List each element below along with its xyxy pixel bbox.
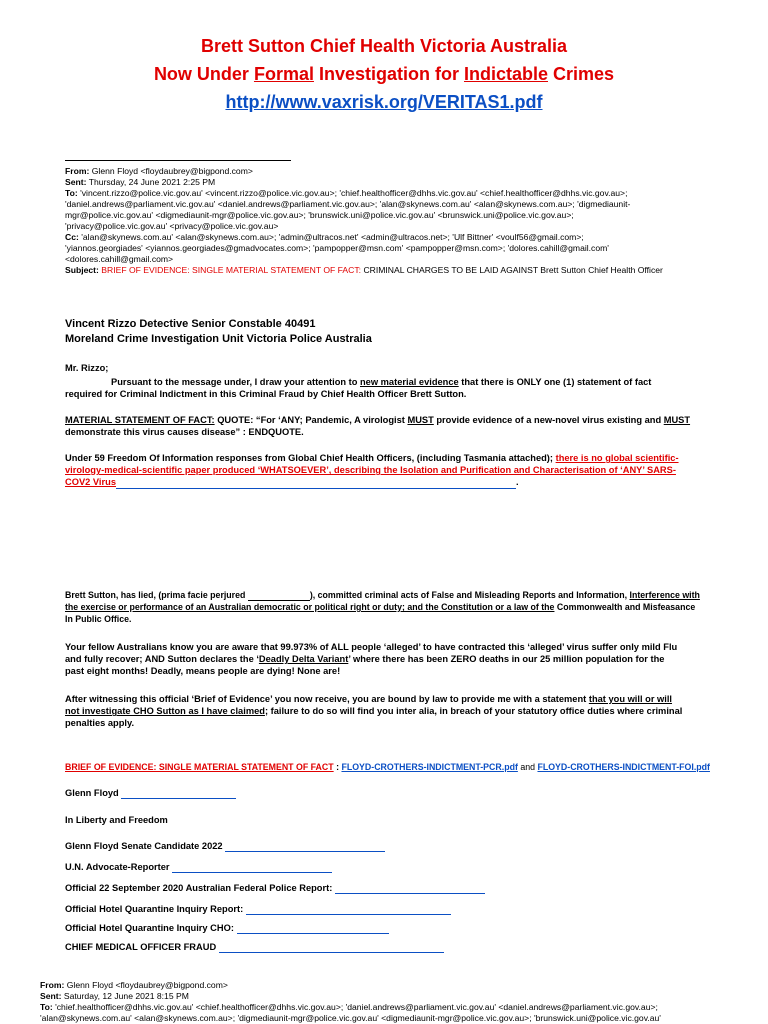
email-to-row [65,188,765,199]
blank-line [219,942,444,953]
p6-line: penalties apply. [65,718,135,729]
p5-line: past eight months! Deadly, means people are dying! None are! [65,666,341,677]
paragraph-6 [65,693,765,730]
signature-motto: In Liberty and Freedom [65,815,168,825]
p4-underlined: Interference with [629,590,700,600]
hqi-text: Official Hotel Quarantine Inquiry Report: [65,904,244,914]
p2-text: provide evidence of a new-novel virus existing and [433,415,664,425]
p3-end: . [515,477,519,488]
paragraph-1 [65,376,755,400]
p2-must: MUST [407,415,434,425]
blank-line [335,883,485,894]
email-subject-row [65,265,765,276]
p3-line [65,476,765,488]
headline-url [0,90,768,114]
p1-text: Pursuant to the message under, I draw your attention to [111,377,360,387]
addressee-unit: Moreland Crime Investigation Unit Victoria Police Australia [65,333,372,345]
p6-underlined: not investigate CHO Sutton as I have claimed [65,706,265,717]
sig-name-text: Glenn Floyd [65,788,119,798]
addressee [65,317,372,347]
p2-label: MATERIAL STATEMENT OF FACT: [65,415,215,425]
hqi-cho-text: Official Hotel Quarantine Inquiry CHO: [65,923,234,933]
brief-and: and [517,762,538,772]
to-label: To: [40,1002,53,1012]
afp-text: Official 22 September 2020 Australian Federal Police Report: [65,883,333,893]
p1-line [65,376,755,388]
p4-line [65,589,765,601]
p1-text: that there is ONLY one (1) statement of fact [458,377,652,387]
p6-text: After witnessing this official ‘Brief of Evidence’ you now receive, you are bound by law to provide me with a statement [65,694,589,704]
addressee-name: Vincent Rizzo Detective Senior Constable 40491 [65,318,316,330]
brief-sep: : [333,762,342,772]
sent-label: Sent: [65,177,87,187]
hqi-report [65,903,451,915]
email-to-row: 'daniel.andrews@parliament.vic.gov.au' <daniel.andrews@parliament.vic.gov.au>; 'alan@skynews.com.au' <alan@skynews.com.au>; 'digmediaunit- [65,199,631,209]
headline-formal: Formal [253,64,314,84]
p3-red: there is no global scientific- [555,453,679,463]
cmo-text: CHIEF MEDICAL OFFICER FRAUD [65,942,217,952]
headline-subtitle [0,62,768,86]
headline-part: Crimes [548,64,615,84]
sent-value: Saturday, 12 June 2021 8:15 PM [61,991,189,1001]
sent-label: Sent: [40,991,62,1001]
email-cc-row: 'yiannos.georgiades' <yiannos.georgiades@gmadvocates.com>; 'pampopper@msn.com' <pampopper@msn.com>; 'dolores.cahill@gmail.com' [65,243,609,253]
cc-label: Cc: [65,232,79,242]
blank-line [246,904,451,915]
blank-line [237,923,389,934]
from-label: From: [65,166,90,176]
cmo-fraud [65,941,444,953]
blank-line [116,478,516,489]
email-sent-row [65,177,765,188]
p5-line: Your fellow Australians know you are aware that 99.973% of ALL people ‘alleged’ to have contracted this ‘alleged’ virus suffer only mild Flu [65,642,678,652]
from-value: Glenn Floyd <floydaubrey@bigpond.com> [64,980,228,990]
sig-senate-text: Glenn Floyd Senate Candidate 2022 [65,841,223,851]
p3-text: Under 59 Freedom Of Information responses from Global Chief Health Officers, (including Tasmania attached); [65,453,556,463]
p4-line: In Public Office. [65,614,132,624]
blank-line [172,862,332,873]
p5-line [65,653,765,665]
p5-text: ’ where there has been ZERO deaths in our 25 million population for the [348,654,665,665]
p4-underlined: the exercise or performance of an Australian democratic or political right or duty; and the Constitution or a law of the [65,602,555,612]
p5-text: and fully recover; AND Sutton declares the ‘ [65,654,259,665]
paragraph-2 [65,414,755,438]
p4-text: ), committed criminal acts of False and Misleading Reports and Information, [309,590,630,600]
p2-line [65,414,755,426]
p6-underlined: that you will or will [588,694,673,704]
email-to-row [40,1002,766,1013]
p3-line: virology-medical-scientific paper produced ‘WHATSOEVER’, describing the Isolation and Purification and Characterisation of ‘ANY’ SARS- [65,465,676,476]
cc-value: 'alan@skynews.com.au' <alan@skynews.com.au>; 'admin@ultracos.net' <admin@ultracos.net>; 'Ulf Bittner' <voulf56@gmail.com>; [78,232,584,242]
headline-indictable: Indictable [463,64,548,84]
p6-line [65,693,765,705]
p2-text: QUOTE: “For ‘ANY; Pandemic, A virologist [214,415,408,425]
p5-delta: Deadly Delta Variant [258,654,349,665]
blank-line [248,590,310,601]
p6-text: ; failure to do so will find you inter alia, in breach of your statutory office duties where criminal [264,706,683,717]
salutation: Mr. Rizzo; [65,363,109,373]
subject-black: CRIMINAL CHARGES TO BE LAID AGAINST Brett Sutton Chief Health Officer [361,265,663,275]
p1-underlined: new material evidence [360,377,459,387]
email-header-1 [65,166,765,276]
headline-part: Investigation for [313,64,464,84]
signature-name [65,787,236,799]
p2-line: demonstrate this virus causes disease” : ENDQUOTE. [65,427,304,438]
p3-line [65,452,765,464]
email-to-row: 'privacy@police.vic.gov.au' <privacy@police.vic.gov.au> [65,221,279,231]
headline-title: Brett Sutton Chief Health Victoria Australia [200,36,568,56]
sent-value: Thursday, 24 June 2021 2:25 PM [86,177,216,187]
afp-report [65,882,485,894]
p3-red: COV2 Virus [65,477,116,488]
subject-label: Subject: [65,265,99,275]
p4-text: Commonwealth and Misfeasance [554,602,696,612]
from-value: Glenn Floyd <floydaubrey@bigpond.com> [89,166,253,176]
foi-pdf-link[interactable]: FLOYD-CROTHERS-INDICTMENT-FOI.pdf [537,762,710,772]
email-separator [65,160,291,161]
signature-un [65,861,332,873]
brief-label: BRIEF OF EVIDENCE: SINGLE MATERIAL STATEMENT OF FACT [65,762,334,772]
p4-text: Brett Sutton, has lied, (prima facie perjured [65,590,248,600]
sig-un-text: U.N. Advocate-Reporter [65,862,170,872]
blank-line [225,841,385,852]
email-from-row [40,980,766,991]
p4-line [65,601,765,613]
subject-red: BRIEF OF EVIDENCE: SINGLE MATERIAL STATEMENT OF FACT: [98,265,362,275]
blank-line [121,788,236,799]
paragraph-5 [65,641,765,678]
headline-part: Now Under [153,64,254,84]
pcr-pdf-link[interactable]: FLOYD-CROTHERS-INDICTMENT-PCR.pdf [341,762,518,772]
email-to-row: 'alan@skynews.com.au' <alan@skynews.com.au>; 'digmediaunit-mgr@police.vic.gov.au' <digmediaunit-mgr@police.vic.gov.au>; 'brunswick.uni@police.vic.gov.au' [40,1013,661,1023]
brief-line [65,762,765,773]
veritas-link[interactable]: http://www.vaxrisk.org/VERITAS1.pdf [225,92,543,112]
signature-senate [65,840,385,852]
to-label: To: [65,188,78,198]
p2-must: MUST [663,415,691,425]
email-to-row: mgr@police.vic.gov.au' <digmediaunit-mgr@police.vic.gov.au>; 'brunswick.uni@police.vic.gov.au' <brunswick.uni@police.vic.gov.au>; [65,210,574,220]
paragraph-3 [65,452,765,489]
to-value: 'chief.healthofficer@dhhs.vic.gov.au' <chief.healthofficer@dhhs.vic.gov.au>; 'daniel.andrews@parliament.vic.gov.au' <daniel.andrews@parliament.vic.gov.au>; [52,1002,658,1012]
email-header-2 [40,980,766,1024]
email-cc-row: <dolores.cahill@gmail.com> [65,254,174,264]
email-sent-row [40,991,766,1002]
p1-line: required for Criminal Indictment in this Criminal Fraud by Chief Health Officer Brett Sutton. [65,389,467,400]
paragraph-4 [65,589,765,625]
p6-line [65,705,765,717]
email-cc-row [65,232,765,243]
to-value: 'vincent.rizzo@police.vic.gov.au' <vincent.rizzo@police.vic.gov.au>; 'chief.healthofficer@dhhs.vic.gov.au' <chief.healthofficer@dhhs.vic.gov.au>; [77,188,628,198]
hqi-cho [65,922,389,934]
email-from-row [65,166,765,177]
from-label: From: [40,980,65,990]
